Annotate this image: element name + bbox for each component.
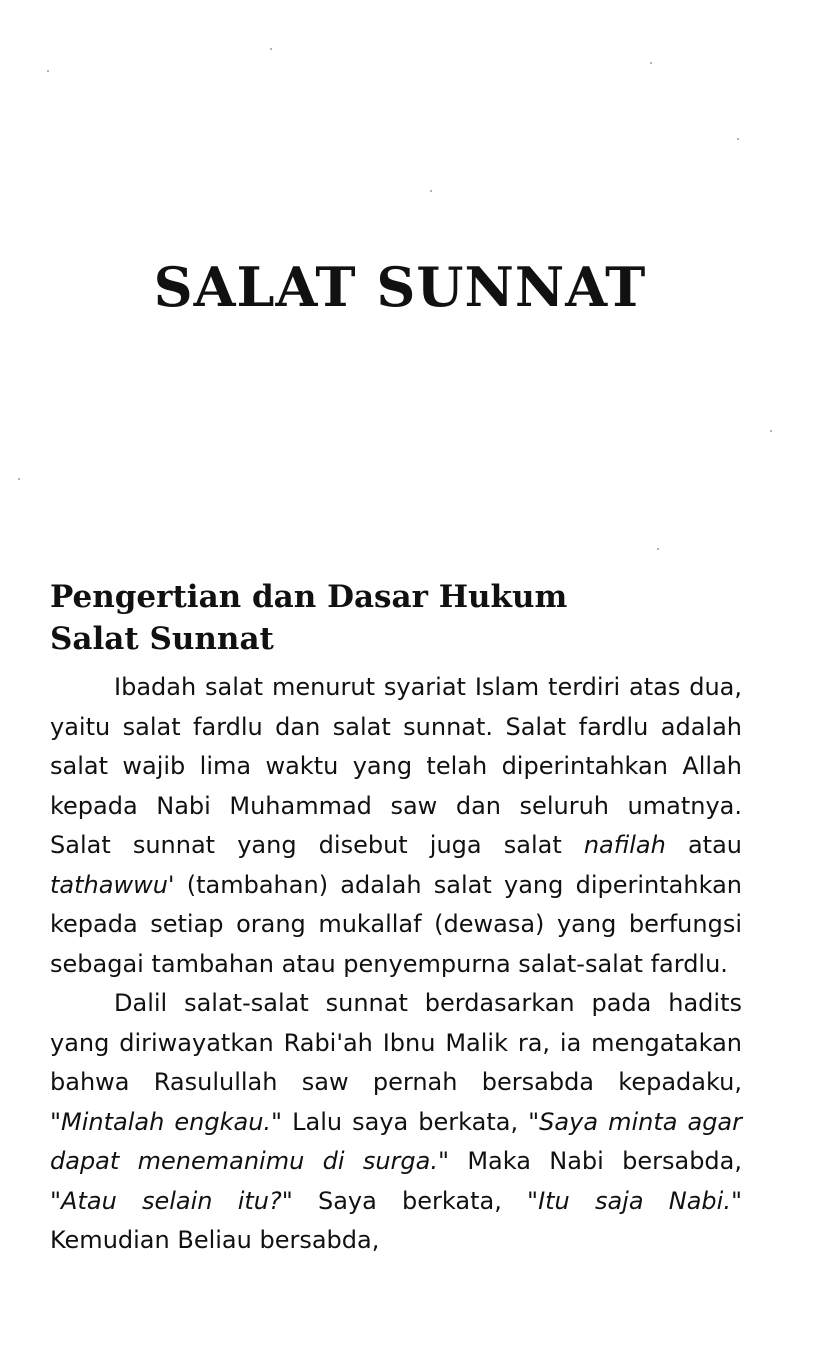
section-heading-line-1: Pengertian dan Dasar Hukum (50, 579, 568, 615)
paragraph-text: Maka Nabi bersabda, (449, 1147, 742, 1175)
scan-speck (47, 70, 49, 72)
paragraph-text: atau (665, 831, 743, 859)
paragraph-definition (50, 668, 742, 984)
italic-quote: "Mintalah engkau." (50, 1107, 283, 1136)
paragraph-text: Ibadah salat menurut syariat Islam terdiri atas dua, yaitu salat fardlu dan salat sunnat. Salat fardlu adalah salat wajib lima waktu yang telah diperintahkan Allah kepada Nabi Muhammad saw dan seluruh umatnya. Salat sunnat yang disebut juga salat (50, 673, 742, 859)
scan-speck (650, 62, 652, 64)
scan-speck (737, 138, 739, 140)
chapter-title: SALAT SUNNAT (153, 255, 647, 319)
paragraph-text: Kemudian Beliau bersabda, (50, 1226, 380, 1254)
paragraph-text: (tambahan) adalah salat yang diperintahkan kepada setiap orang mukallaf (dewasa) yang berfungsi sebagai tambahan atau penyempurna salat-salat fardlu. (50, 870, 742, 978)
scan-speck (18, 478, 20, 480)
scan-speck (770, 430, 772, 432)
scan-speck (430, 190, 432, 192)
paragraph-text: Dalil salat-salat sunnat berdasarkan pada hadits yang diriwayatkan Rabi'ah Ibnu Malik ra, ia mengatakan bahwa Rasulullah saw pernah bersabda kepadaku, (50, 989, 742, 1096)
section-heading (50, 576, 750, 660)
paragraph-text: Saya berkata, (292, 1186, 528, 1215)
italic-quote: "Itu saja Nabi." (527, 1186, 742, 1215)
scan-speck (657, 548, 659, 550)
italic-term: tathawwu' (50, 870, 175, 899)
paragraph-dalil (50, 984, 742, 1261)
italic-term: nafilah (583, 831, 666, 859)
section-heading-line-2: Salat Sunnat (50, 621, 274, 657)
italic-quote: "Saya minta agar dapat menemanimu di surga." (50, 1107, 743, 1175)
italic-quote: "Atau selain itu?" (50, 1186, 293, 1215)
body-text (50, 668, 742, 1261)
paragraph-text: Lalu saya berkata, (282, 1107, 529, 1136)
scan-speck (270, 48, 272, 50)
